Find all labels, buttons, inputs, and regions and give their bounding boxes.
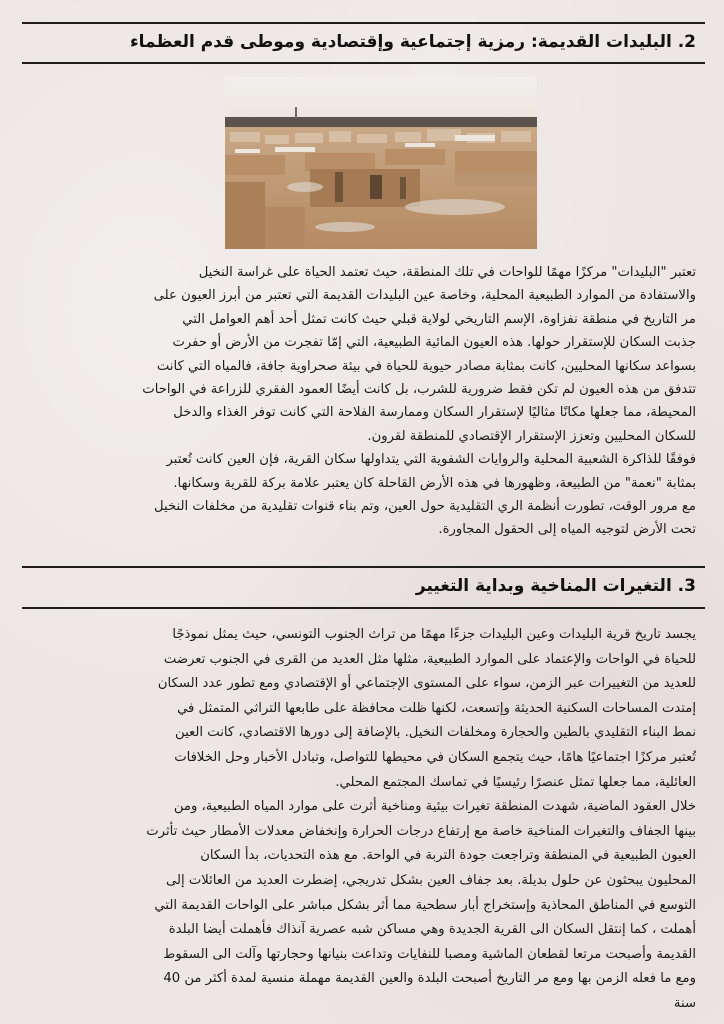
- paragraph-line: بينها الجفاف والتغيرات المناخية خاصة مع إرتفاع درجات الحرارة وإنخفاض معدلات الأمطار حيث تأثرت: [146, 823, 696, 839]
- paragraph-line: جذبت السكان للإستقرار حولها. هذه العيون المائية الطبيعية، التي إمّا تفجرت من الأرض أو حفرت: [172, 335, 696, 351]
- section-3-heading: 3. التغيرات المناخية وبداية التغيير: [415, 576, 696, 596]
- right-wall: [455, 173, 537, 187]
- paragraph-line: سنة: [673, 995, 696, 1011]
- paragraph-line: تحت الأرض لتوجيه المياه إلى الحقول المجاورة.: [438, 522, 696, 538]
- paragraph-line: تعتبر "البليدات" مركزًا مهمًا للواحات في تلك المنطقة، حيث تعتمد الحياة على غراسة النخيل: [198, 265, 696, 280]
- section-2-bottom-rule: [22, 62, 705, 64]
- paragraph-line: العائلية، مما جعلها تمثل عنصرًا رئيسيًا في تماسك المجتمع المحلي.: [335, 774, 696, 790]
- paragraph-line: والاستفادة من الموارد الطبيعية المحلية، وخاصة عين البليدات القديمة التي تعتبر من أبرز العيون على: [153, 288, 696, 304]
- paragraph-line: مع مرور الوقت، تطورت أنظمة الري التقليدية حول العين، وتم بناء قنوات تقليدية من مخلفات النخيل: [154, 499, 696, 515]
- paragraph-line: تُعتبر مركزًا اجتماعيًا هامًا، حيث يتجمع السكان في محيطها للتواصل، وتبادل الأخبار وحل الخلافات: [174, 749, 696, 765]
- section-3-bottom-rule: [22, 607, 705, 609]
- section-2-top-rule: [22, 22, 705, 24]
- paragraph-line: المحيطة، مما جعلها مكانًا مثاليًا لإستقرار السكان وممارسة الفلاحة التي كانت توفر الغذاء والدخل: [173, 405, 696, 421]
- section-3-top-rule: [22, 566, 705, 568]
- paragraph-line: يجسد تاريخ قرية البليدات وعين البليدات جزءًا مهمًا من تراث الجنوب التونسي، حيث يمثل نموذجًا: [172, 627, 696, 642]
- paragraph-line: فوفقًا للذاكرة الشعبية المحلية والروايات الشفوية التي يتداولها سكان القرية، فإن العين كانت تُعتبر: [166, 452, 696, 468]
- section-2-paragraph: [26, 261, 696, 542]
- paragraph-line: نمط البناء التقليدي بالطين والحجارة ومخلفات النخيل. بالإضافة إلى دورها الاقتصادي، كانت العين: [175, 725, 696, 741]
- paragraph-line: تتدفق من هذه العيون لم تكن فقط ضرورية للشرب، بل كانت أيضًا العمود الفقري للزراعة في الواحات: [142, 382, 696, 398]
- paragraph-line: للسكان المحليين وتعزز الإستقرار الإقتصادي للمنطقة لقرون.: [367, 428, 696, 444]
- front-wall: [265, 207, 305, 249]
- paragraph-line: ومع ما فعله الزمن بها ومع مر التاريخ أصبحت البلدة والعين القديمة مهملة منسية لمدة أكثر من 40: [163, 971, 696, 987]
- paragraph-line: أهملت ، كما إنتقل السكان الى القرية الجديدة وهي مساكن شبه عصرية آنذاك فأهملت أيضا البلدة: [168, 922, 696, 938]
- paragraph-line: التوسع في المناطق المحاذية وإستخراج أبار سطحية مما أثر بشكل مباشر على الواحات القديمة التي: [154, 897, 696, 913]
- section-3-paragraph: [26, 623, 696, 1017]
- paragraph-line: العيون الطبيعية في المنطقة وتراجعت جودة التربة في الواحة. مع هذه التحديات، بدأ السكان: [200, 848, 696, 864]
- paragraph-line: للعديد من التغييرات عبر الزمن، سواء على المستوى الإجتماعي أو الإقتصادي ومع تطور عدد السكان: [157, 676, 696, 692]
- old-village-photo-drawing: [225, 77, 537, 249]
- paragraph-line: إمتدت المساحات السكنية الحديثة وإتسعت، لكنها ظلت محافظة على طابعها التراثي المتمثل في: [177, 700, 696, 716]
- sky: [225, 77, 537, 119]
- old-village-photo: [225, 77, 537, 249]
- paragraph-line: خلال العقود الماضية، شهدت المنطقة تغيرات بيئية ومناخية أثرت على موارد المياه الطبيعية، ومن: [173, 799, 696, 815]
- paragraph-line: للحياة في الواحات والإعتماد على الموارد الطبيعية، مثلها مثل العديد من القرى في الجنوب تعرضت: [163, 651, 696, 667]
- paragraph-line: بمثابة "نعمة" من الطبيعة، وظهورها في هذه الأرض القاحلة كان يعتبر علامة بركة للقرية وسكانها.: [173, 475, 696, 491]
- section-2-heading: 2. البليدات القديمة: رمزية إجتماعية وإقتصادية وموطى قدم العظماء: [129, 32, 696, 52]
- paragraph-line: المحليون يبحثون عن حلول بديلة. بعد جفاف العين بشكل تدريجي، إضطرت العديد من العائلات إلى: [165, 872, 696, 888]
- paragraph-line: مر التاريخ في منطقة نفزاوة، الإسم التاريخي لولاية قبلي حيث كانت تمثل أحد أهم العوامل التي: [182, 311, 696, 327]
- left-ruin: [225, 182, 265, 249]
- minaret: [295, 107, 297, 119]
- central-ruin: [310, 169, 420, 207]
- paragraph-line: القديمة وأصبحت مرتعا لقطعان الماشية ومصبا للنفايات وتداعت بنيانها وحجارتها وآلت الى السقوط: [163, 946, 696, 962]
- paragraph-line: بسواعد سكانها المحليين، كانت بمثابة مصادر حيوية للحياة في بيئة صحراوية جافة، فالمياه التي كانت: [156, 358, 696, 374]
